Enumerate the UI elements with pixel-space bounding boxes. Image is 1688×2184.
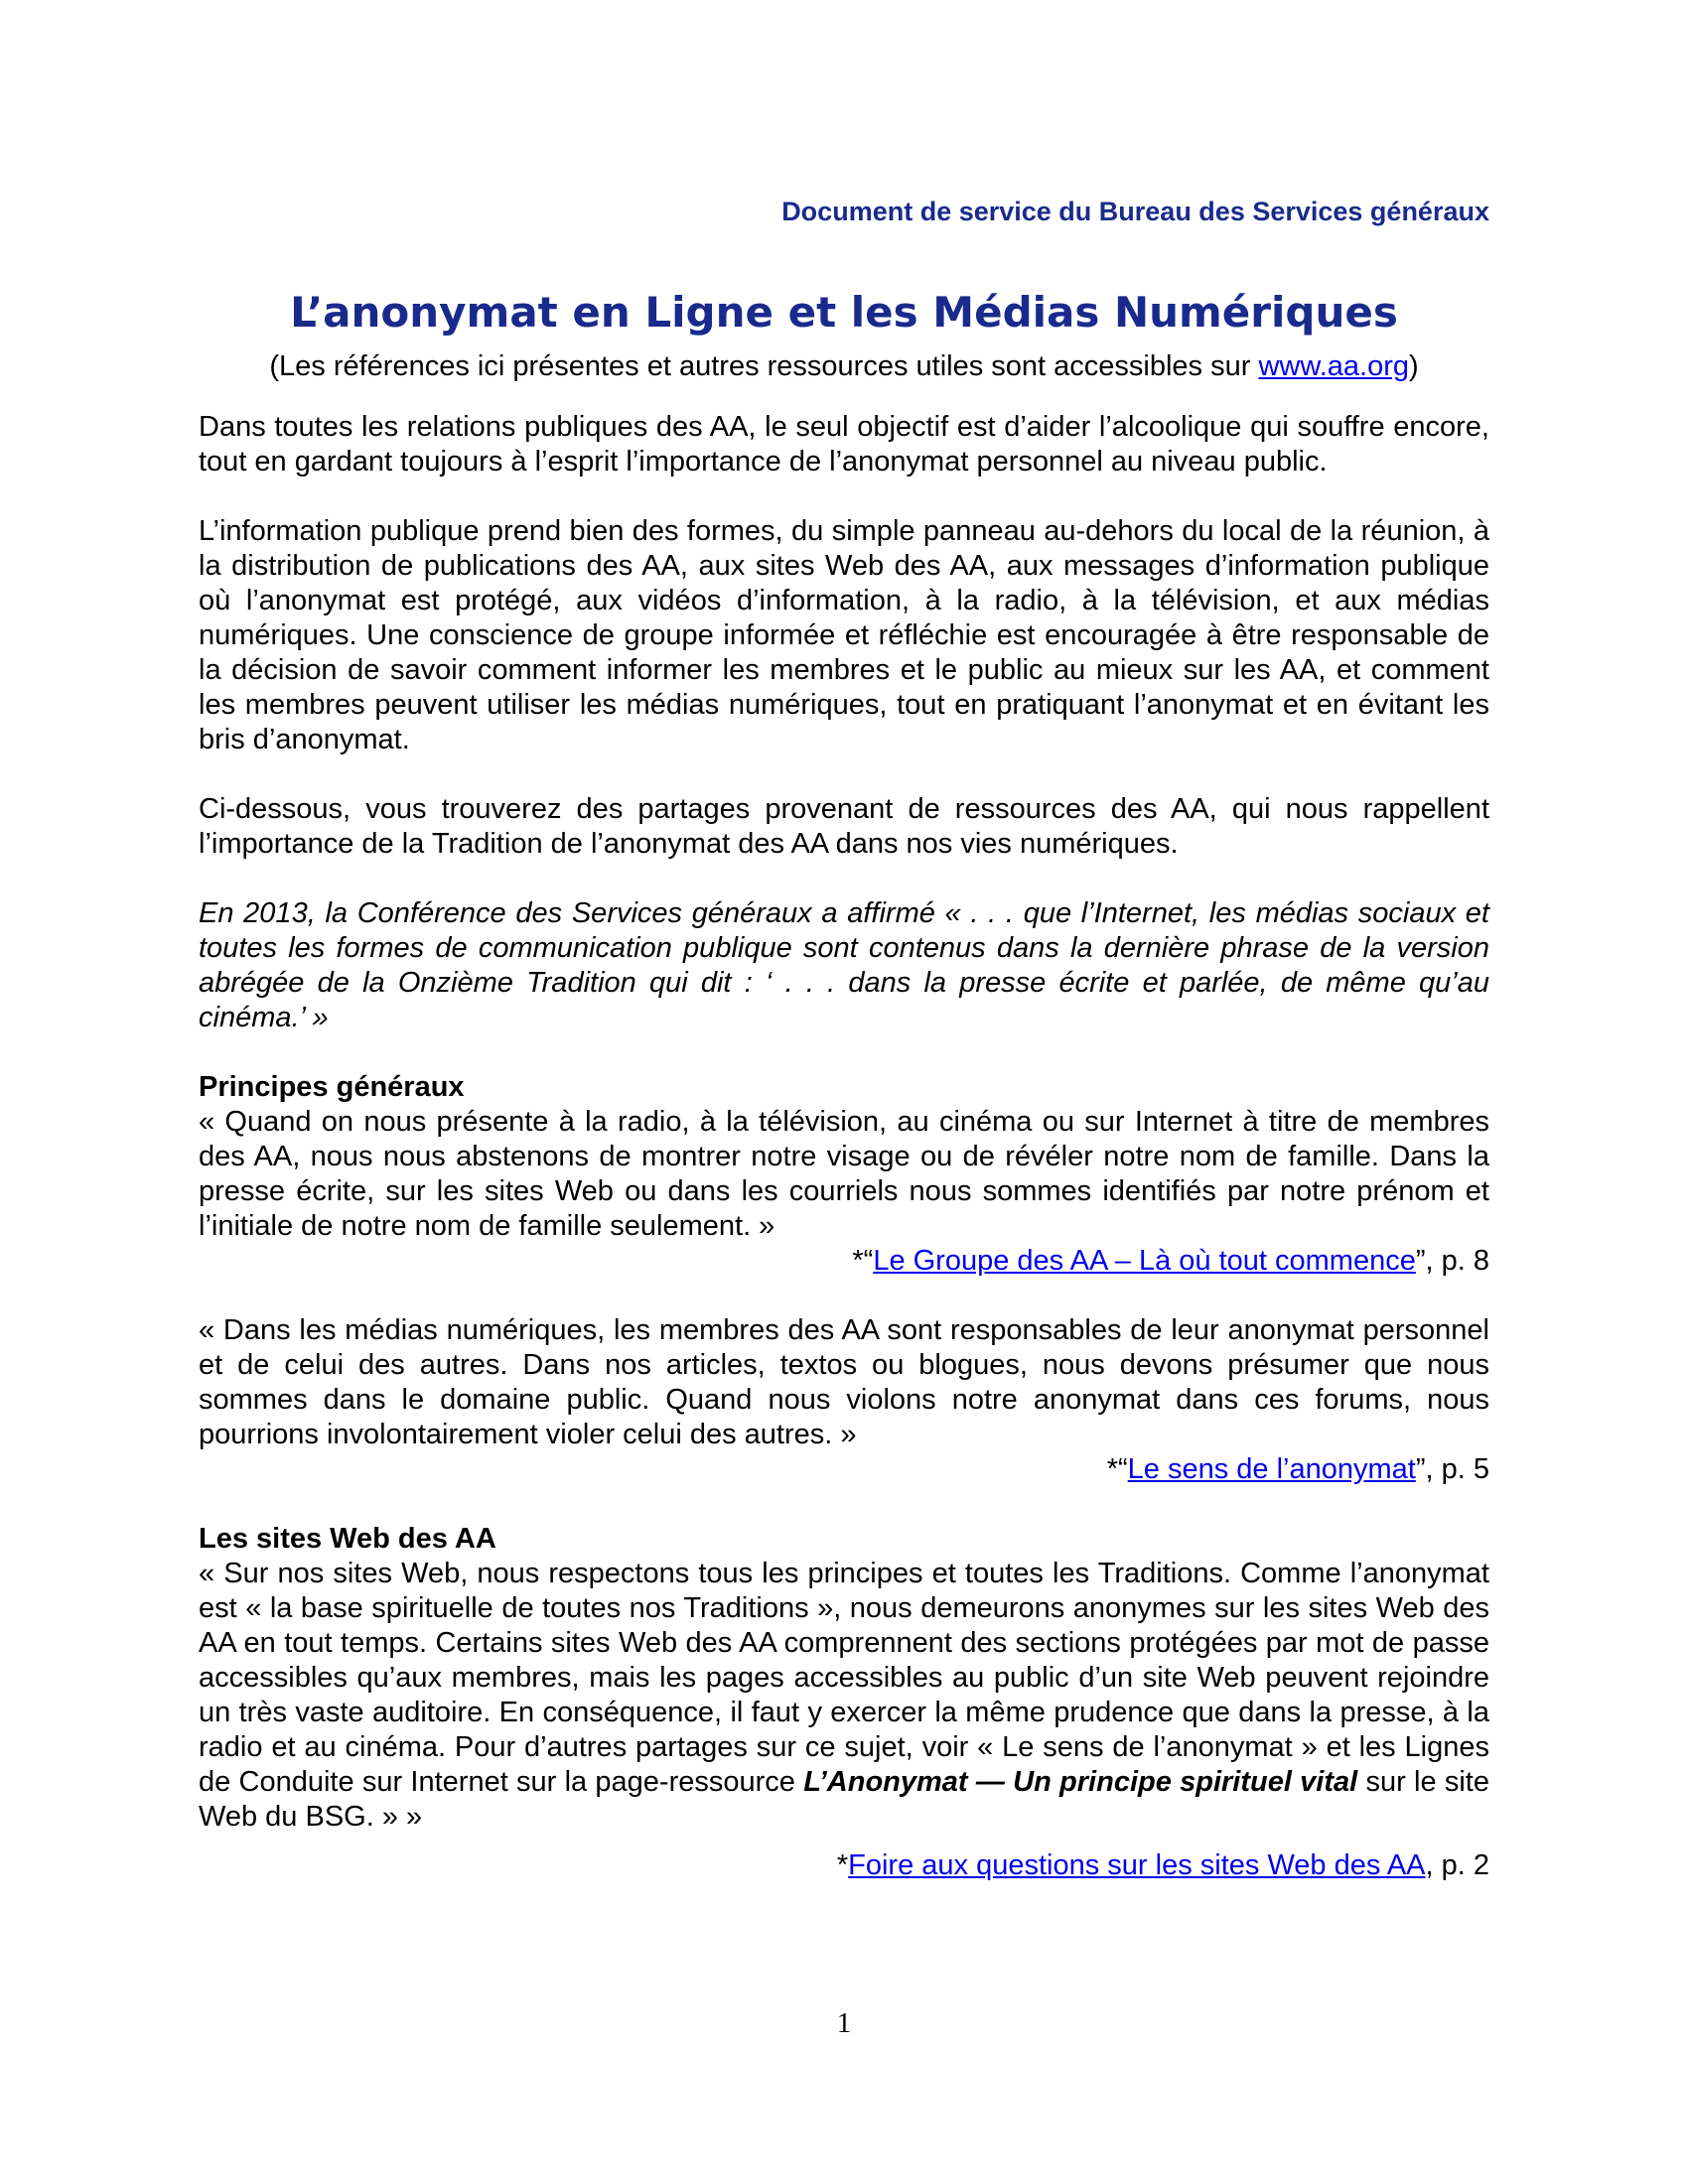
anonymity-resource-title: L’Anonymat — Un principe spirituel vital	[803, 1766, 1358, 1798]
aa-org-link[interactable]: www.aa.org	[1258, 350, 1409, 382]
document-page	[199, 0, 1489, 2184]
understanding-anonymity-link[interactable]: Le sens de l’anonymat	[1127, 1453, 1416, 1485]
websites-faq-link[interactable]: Foire aux questions sur les sites Web des AA	[848, 1849, 1426, 1881]
page-number: 1	[836, 2007, 852, 2039]
aa-group-pamphlet-link[interactable]: Le Groupe des AA – Là où tout commence	[873, 1245, 1416, 1277]
subtitle-suffix: )	[1408, 350, 1419, 382]
subtitle-prefix: (Les références ici présentes et autres ressources utiles sont accessibles sur	[269, 350, 1259, 382]
page-subtitle	[199, 350, 1489, 383]
service-document-header: Document de service du Bureau des Services généraux	[781, 197, 1489, 226]
citation-suffix: ”, p. 8	[1415, 1245, 1489, 1277]
conference-2013-paragraph: En 2013, la Conférence des Services généraux a affirmé « . . . que l’Internet, les médias sociaux et toutes les formes de communication publique sont contenus dans la dernière phrase de la version abrégée de la Onzième Tradition qui dit : ‘ . . . dans la presse écrite et parlée, de même qu’au cinéma.’ »	[199, 897, 1489, 1033]
citation-websites-faq	[199, 1848, 1489, 1883]
citation-prefix: *“	[852, 1245, 874, 1277]
citation-prefix: *“	[1106, 1453, 1128, 1485]
citation-anonymity	[199, 1452, 1489, 1487]
general-principles-quote: « Quand on nous présente à la radio, à la télévision, au cinéma ou sur Internet à titre de membres des AA, nous nous abstenons de montrer notre visage ou de révéler notre nom de famille. Dans la presse écrite, sur les sites Web ou dans les courriels nous sommes identifiés par notre prénom et l’initiale de notre nom de famille seulement. »	[199, 1106, 1489, 1242]
websites-quote-text: « Sur nos sites Web, nous respectons tous les principes et toutes les Traditions. Comme l’anonymat est « la base spirituelle de toutes nos Traditions », nous demeurons anonymes sur les sites Web des AA en tout temps. Certains sites Web des AA comprennent des sections protégées par mot de passe accessibles qu’aux membres, mais les pages accessibles au public d’un site Web peuvent rejoindre un très vaste auditoire. En conséquence, il faut y exercer la même prudence que dans la presse, à la radio et au cinéma. Pour d’autres partages sur ce sujet, voir « Le sens de l’anonymat » et les Lignes de Conduite sur Internet sur la page-ressource	[199, 1558, 1489, 1798]
aa-websites-heading: Les sites Web des AA	[199, 1523, 496, 1555]
document-body	[199, 410, 1489, 1918]
citation-suffix: ”, p. 5	[1415, 1453, 1489, 1485]
citation-prefix: *	[836, 1849, 849, 1881]
general-principles-heading: Principes généraux	[199, 1071, 465, 1103]
public-information-paragraph: L’information publique prend bien des formes, du simple panneau au-dehors du local de la réunion, à la distribution de publications des AA, aux sites Web des AA, aux messages d’information publique où l’anonymat est protégé, aux vidéos d’information, à la radio, à la télévision, et aux médias numériques. Une conscience de groupe informée et réfléchie est encouragée à être responsable de la décision de savoir comment informer les membres et le public au mieux sur les AA, et comment les membres peuvent utiliser les médias numériques, tout en pratiquant l’anonymat et en évitant les bris d’anonymat.	[199, 515, 1489, 755]
page-title: L’anonymat en Ligne et les Médias Numériques	[290, 288, 1398, 337]
citation-aa-group	[199, 1244, 1489, 1279]
aa-websites-quote	[199, 1557, 1489, 1835]
resources-paragraph: Ci-dessous, vous trouverez des partages provenant de ressources des AA, qui nous rappellent l’importance de la Tradition de l’anonymat des AA dans nos vies numériques.	[199, 793, 1489, 860]
intro-paragraph: Dans toutes les relations publiques des AA, le seul objectif est d’aider l’alcoolique qui souffre encore, tout en gardant toujours à l’esprit l’importance de l’anonymat personnel au niveau public.	[199, 411, 1489, 478]
websites-quote-end: sur le site Web du BSG. » »	[199, 1766, 1489, 1833]
digital-media-quote: « Dans les médias numériques, les membres des AA sont responsables de leur anonymat personnel et de celui des autres. Dans nos articles, textos ou blogues, nous devons présumer que nous sommes dans le domaine public. Quand nous violons notre anonymat dans ces forums, nous pourrions involontairement violer celui des autres. »	[199, 1314, 1489, 1450]
citation-suffix: , p. 2	[1425, 1849, 1489, 1881]
